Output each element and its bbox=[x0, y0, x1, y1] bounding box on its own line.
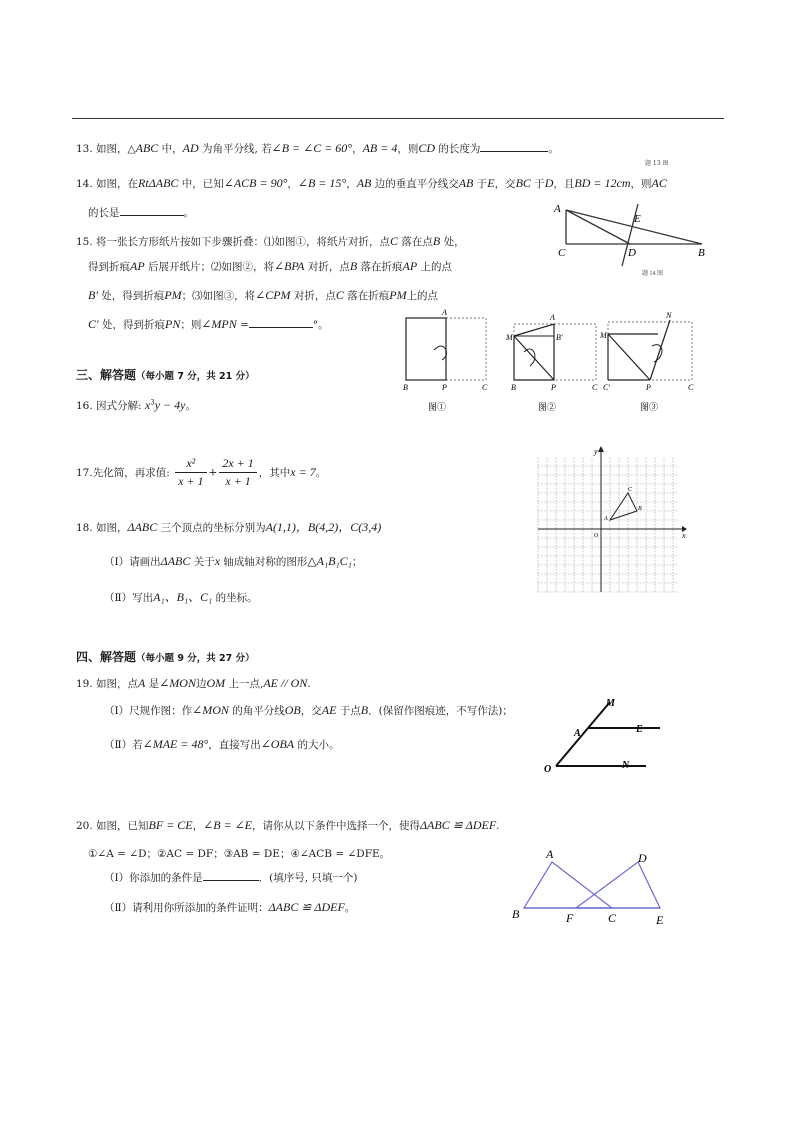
figure-15 bbox=[396, 306, 702, 416]
triangle-def bbox=[576, 862, 660, 908]
triangle-abc bbox=[524, 862, 612, 908]
figure-caption-1: 图① bbox=[428, 402, 447, 412]
label-n: N bbox=[666, 311, 672, 320]
label-a: A bbox=[574, 728, 581, 739]
label-e: E bbox=[656, 913, 664, 927]
label-c: C bbox=[558, 247, 566, 259]
fraction-1: $\frac{\text{x²}}{x + 1}$ bbox=[175, 456, 206, 489]
label-b: B bbox=[403, 383, 408, 392]
label-b: B bbox=[698, 247, 705, 259]
point-c-label: C bbox=[628, 487, 633, 493]
question-18-part-1: （Ⅰ）请画出ΔABC 关于x 轴成轴对称的图形△A₁B₁C₁； bbox=[104, 554, 363, 568]
question-17: 17.先化简，再求值: $\frac{\text{x²}}{x + 1}$ + $\frac{2x + 1}{x + 1}$ ，其中x = 7。 bbox=[76, 456, 327, 488]
answer-blank[interactable] bbox=[120, 215, 184, 216]
crease-pn bbox=[650, 320, 670, 380]
label-e: E bbox=[636, 724, 643, 735]
question-18-part-2: （Ⅱ）写出A₁、B₁、C₁ 的坐标。 bbox=[104, 590, 258, 604]
figure-14 bbox=[552, 198, 722, 280]
answer-blank[interactable] bbox=[203, 880, 259, 881]
question-18: 18. 如图，ΔABC 三个顶点的坐标分别为A(1,1)，B(4,2)，C(3,4) bbox=[76, 520, 382, 534]
fold-diagram-1 bbox=[403, 308, 488, 412]
fold-diagram-2 bbox=[505, 313, 598, 412]
fraction-2: $\frac{2x + 1}{x + 1}$ bbox=[219, 456, 256, 489]
question-16: 16. 因式分解: $x^3y - 4y$。 bbox=[76, 398, 196, 412]
label-a: A bbox=[550, 313, 555, 322]
label-b: B bbox=[512, 907, 520, 921]
label-m: M bbox=[506, 333, 513, 342]
question-19-part-2: （Ⅱ）若∠MAE = 48°，直接写出∠OBA 的大小。 bbox=[104, 737, 340, 751]
triangle-symbol: △ bbox=[127, 143, 136, 155]
label-p: P bbox=[551, 383, 556, 392]
figure-19 bbox=[536, 694, 666, 786]
label-p: P bbox=[646, 383, 651, 392]
ray-om bbox=[556, 702, 610, 766]
label-a: A bbox=[554, 203, 561, 215]
label-p: P bbox=[442, 383, 447, 392]
question-13: 13. 如图，△ABC 中，AD 为角平分线, 若∠B = ∠C = 60°，AB = 4，则CD 的长度为 。 bbox=[76, 141, 559, 155]
label-f: F bbox=[566, 911, 574, 925]
grid-lines bbox=[538, 458, 678, 592]
question-15-line4: C′ 处，得到折痕PN；则∠MPN = °。 bbox=[88, 317, 329, 331]
y-axis-label: y bbox=[594, 447, 598, 456]
label-b: B bbox=[511, 383, 516, 392]
label-c: C bbox=[688, 383, 694, 392]
figure-20 bbox=[506, 846, 676, 930]
question-20-conditions: ①∠A = ∠D；②AC = DF；③AB = DE；④∠ACB = ∠DFE。 bbox=[88, 848, 391, 860]
section-3-heading: 三、解答题（每小题 7 分，共 21 分） bbox=[76, 368, 255, 382]
crease-pm bbox=[514, 336, 554, 380]
point-b-label: B bbox=[638, 506, 642, 512]
question-19: 19. 如图，点A 是∠MON边OM 上一点,AE // ON. bbox=[76, 676, 311, 690]
label-c: C bbox=[608, 911, 617, 925]
fold-diagram-3 bbox=[599, 311, 694, 412]
figure-13-caption: 题 13 图 bbox=[645, 160, 669, 167]
question-20-part-1: （Ⅰ）你添加的条件是 ．(填序号, 只填一个) bbox=[104, 872, 358, 884]
figure-caption-2: 图② bbox=[538, 402, 557, 412]
answer-blank[interactable] bbox=[249, 327, 313, 328]
figure-caption-3: 图③ bbox=[640, 402, 659, 412]
label-c-prime: C′ bbox=[603, 383, 611, 392]
origin-label: O bbox=[594, 533, 599, 539]
segment-ad bbox=[566, 210, 630, 244]
label-m: M bbox=[606, 698, 615, 709]
question-14-line2: 的长是 。 bbox=[88, 207, 194, 219]
label-d: D bbox=[638, 851, 647, 865]
paper-half bbox=[406, 318, 446, 380]
question-15-line3: B′ 处，得到折痕PM；⑶如图③，将∠CPM 对折，点C 落在折痕PM上的点 bbox=[88, 288, 439, 302]
answer-blank[interactable] bbox=[480, 151, 548, 152]
label-n: N bbox=[622, 760, 630, 771]
point-a-label: A bbox=[604, 516, 608, 522]
label-c: C bbox=[482, 383, 488, 392]
question-20-part-2: （Ⅱ）请利用你所添加的条件证明：ΔABC ≌ ΔDEF。 bbox=[104, 900, 356, 914]
label-b-prime: B′ bbox=[556, 333, 563, 342]
header-rule bbox=[72, 118, 724, 119]
question-15-line1: 15. 将一张长方形纸片按如下步骤折叠：⑴如图①，将纸片对折，点C 落在点B 处， bbox=[76, 234, 465, 248]
label-d: D bbox=[628, 247, 636, 259]
crease-pm bbox=[608, 334, 650, 380]
label-a: A bbox=[442, 308, 447, 317]
label-e: E bbox=[634, 213, 641, 225]
paper-outline bbox=[608, 322, 692, 380]
label-a: A bbox=[546, 847, 554, 861]
y-axis-arrow-icon bbox=[598, 446, 604, 452]
x-axis-label: x bbox=[682, 531, 686, 540]
label-o: O bbox=[544, 764, 552, 775]
question-14: 14. 如图，在RtΔABC 中，已知∠ACB = 90°，∠B = 15°，AB 边的垂直平分线交AB 于E，交BC 于D，且BD = 12cm，则AC bbox=[76, 176, 667, 190]
label-c: C bbox=[592, 383, 598, 392]
figure-18-grid bbox=[532, 444, 692, 596]
figure-14-caption: 题 14 图 bbox=[642, 271, 664, 277]
label-m: M bbox=[600, 331, 607, 340]
question-20: 20. 如图，已知BF = CE，∠B = ∠E，请你从以下条件中选择一个，使得ΔABC ≌ ΔDEF. bbox=[76, 818, 500, 832]
fold-arrow-icon bbox=[434, 346, 447, 360]
question-15-line2: 得到折痕AP 后展开纸片；⑵如图②，将∠BPA 对折，点B 落在折痕AP 上的点 bbox=[88, 259, 453, 273]
section-4-heading: 四、解答题（每小题 9 分，共 27 分） bbox=[76, 650, 255, 664]
triangle-abc bbox=[610, 493, 637, 520]
question-19-part-1: （Ⅰ）尺规作图：作∠MON 的角平分线OB，交AE 于点B．(保留作图痕迹，不写作法)； bbox=[104, 703, 513, 717]
